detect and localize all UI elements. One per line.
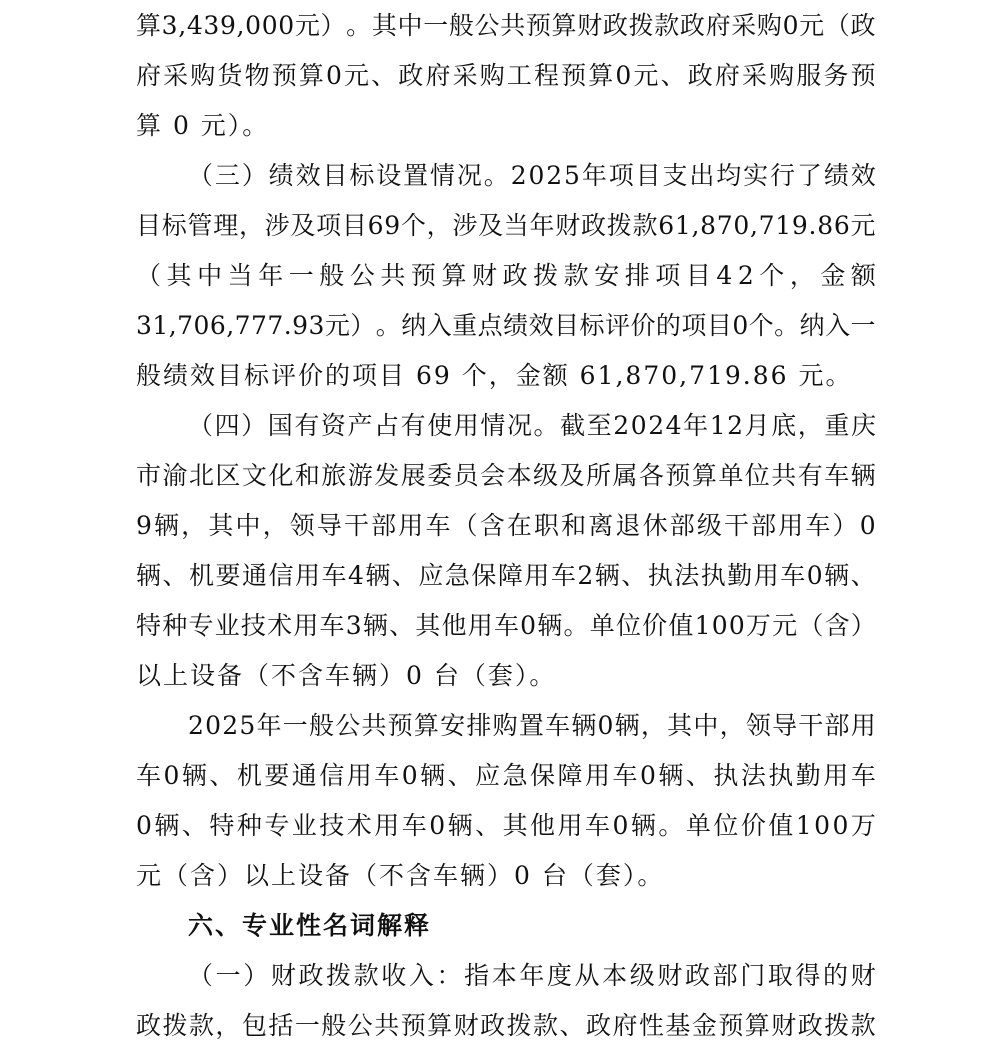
paragraph-line: 算 3 , 4 3 9 , 0 0 0 元 ） 。 其 中 一 般 公 共 预 算 财 政 拨 款 政 府 采 购 0 元 （ 政: [136, 11, 876, 40]
paragraph-line: 2 0 2 5 年 一 般 公 共 预 算 安 排 购 置 车 辆 0 辆 ， 其 中 ， 领 导 干 部 用: [188, 711, 876, 740]
paragraph-line: 政 拨 款 ， 包 括 一 般 公 共 预 算 财 政 拨 款 、 政 府 性 基 金 预 算 财 政 拨 款: [136, 1011, 876, 1040]
glossary-item-fiscal-appropriation: （ 一 ） 财 政 拨 款 收 入 ： 指 本 年 度 从 本 级 财 政 部 门 取 得 的 财: [188, 961, 876, 990]
paragraph-line: 般绩效目标评价的项目 69 个，金额 61,870,719.86 元。: [136, 361, 853, 390]
section-heading-performance: （ 三 ） 绩 效 目 标 设 置 情 况 。 2 0 2 5 年 项 目 支 出 均 实 行 了 绩 效: [188, 161, 876, 190]
section-heading-assets: （ 四 ） 国 有 资 产 占 有 使 用 情 况 。 截 至 2 0 2 4 年 1 2 月 底 ， 重 庆: [188, 411, 876, 440]
paragraph-line: 以上设备（不含车辆）0 台（套）。: [136, 661, 557, 690]
paragraph-line: 3 1 , 7 0 6 , 7 7 7 . 9 3 元 ） 。 纳 入 重 点 绩 效 目 标 评 价 的 项 目 0 个 。 纳 入 一: [136, 311, 876, 340]
paragraph-line: 府 采 购 货 物 预 算 0 元 、 政 府 采 购 工 程 预 算 0 元 、 政 府 采 购 服 务 预: [136, 61, 876, 90]
paragraph-line: 0 辆 、 特 种 专 业 技 术 用 车 0 辆 、 其 他 用 车 0 辆 。 单 位 价 值 1 0 0 万: [136, 811, 876, 840]
paragraph-line: 9 辆 ， 其 中 ， 领 导 干 部 用 车 （ 含 在 职 和 离 退 休 部 级 干 部 用 车 ） 0: [136, 511, 876, 540]
paragraph-line: 特 种 专 业 技 术 用 车 3 辆 、 其 他 用 车 0 辆 。 单 位 价 值 1 0 0 万 元 （ 含 ）: [136, 611, 876, 640]
paragraph-line: （ 其 中 当 年 一 般 公 共 预 算 财 政 拨 款 安 排 项 目 4 2 个 ， 金 额: [136, 261, 876, 290]
paragraph-line: 算 0 元）。: [136, 111, 270, 140]
paragraph-line: 市 渝 北 区 文 化 和 旅 游 发 展 委 员 会 本 级 及 所 属 各 预 算 单 位 共 有 车 辆: [136, 461, 876, 490]
paragraph-line: 辆 、 机 要 通 信 用 车 4 辆 、 应 急 保 障 用 车 2 辆 、 执 法 执 勤 用 车 0 辆 、: [136, 561, 876, 590]
paragraph-line: 元（含）以上设备（不含车辆）0 台（套）。: [136, 861, 665, 890]
section-heading-glossary: 六、专业性名词解释: [188, 911, 432, 940]
paragraph-line: 目 标 管 理 ， 涉 及 项 目 6 9 个 ， 涉 及 当 年 财 政 拨 款 6 1 , 8 7 0 , 7 1 9 . 8 6 元: [136, 211, 876, 240]
paragraph-line: 车 0 辆 、 机 要 通 信 用 车 0 辆 、 应 急 保 障 用 车 0 辆 、 执 法 执 勤 用 车: [136, 761, 876, 790]
